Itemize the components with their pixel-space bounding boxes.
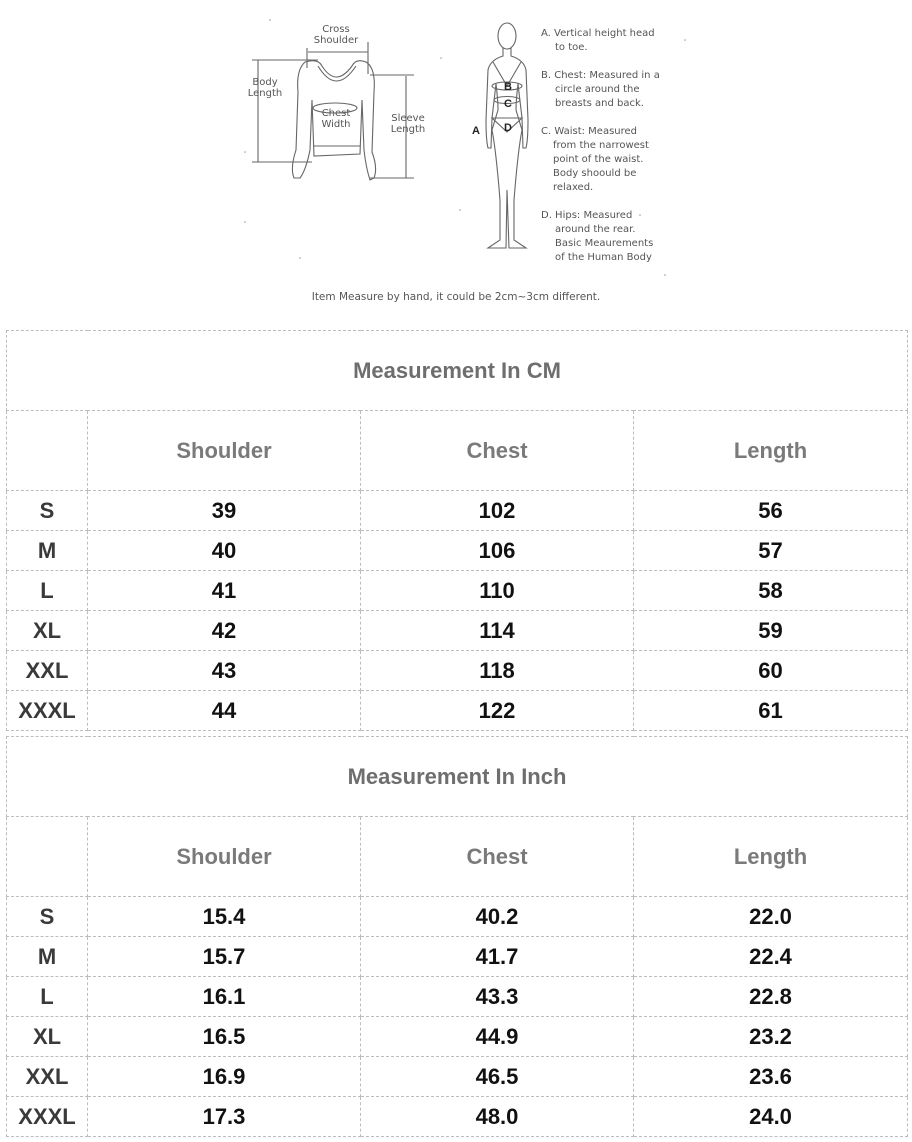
measurement-disclaimer: Item Measure by hand, it could be 2cm~3cm different. (311, 291, 601, 303)
body-letter-a: A (472, 125, 480, 137)
body-letter-c: C (504, 98, 512, 110)
table-title: Measurement In Inch (7, 737, 908, 817)
shoulder-value: 41 (88, 571, 361, 611)
sleeve-length-label: Sleeve Length (390, 113, 426, 135)
body-length-label: Body Length (247, 77, 283, 99)
garment-and-body-illustration-icon (0, 0, 912, 325)
length-value: 22.0 (634, 897, 908, 937)
header-row (7, 817, 908, 897)
size-label: XXXL (7, 1097, 88, 1137)
table-row (7, 1097, 908, 1137)
cross-shoulder-label: Cross Shoulder (313, 24, 359, 46)
shoulder-value: 16.5 (88, 1017, 361, 1057)
chest-value: 106 (361, 531, 634, 571)
table-row (7, 691, 908, 731)
chest-value: 102 (361, 491, 634, 531)
shoulder-value: 15.4 (88, 897, 361, 937)
measurement-diagram (0, 0, 912, 325)
size-label: S (7, 491, 88, 531)
table-row (7, 897, 908, 937)
chest-value: 118 (361, 651, 634, 691)
size-label: XL (7, 1017, 88, 1057)
header-row (7, 411, 908, 491)
shoulder-value: 17.3 (88, 1097, 361, 1137)
header-length: Length (634, 411, 908, 491)
length-value: 23.2 (634, 1017, 908, 1057)
header-shoulder: Shoulder (88, 411, 361, 491)
table-row (7, 1057, 908, 1097)
shoulder-value: 42 (88, 611, 361, 651)
size-table-cm (6, 330, 908, 731)
size-label: L (7, 571, 88, 611)
length-value: 58 (634, 571, 908, 611)
table-row (7, 531, 908, 571)
size-label: XXL (7, 1057, 88, 1097)
length-value: 60 (634, 651, 908, 691)
header-size (7, 411, 88, 491)
note-c: C. Waist: Measured from the narrowest point of the waist. Body shoould be relaxed. (541, 126, 649, 193)
header-shoulder: Shoulder (88, 817, 361, 897)
chest-value: 44.9 (361, 1017, 634, 1057)
length-value: 22.4 (634, 937, 908, 977)
body-letter-d: D (504, 122, 512, 134)
table-row (7, 611, 908, 651)
chest-value: 114 (361, 611, 634, 651)
header-size (7, 817, 88, 897)
shoulder-value: 40 (88, 531, 361, 571)
shoulder-value: 15.7 (88, 937, 361, 977)
size-label: L (7, 977, 88, 1017)
size-table-inch (6, 736, 908, 1137)
length-value: 22.8 (634, 977, 908, 1017)
length-value: 57 (634, 531, 908, 571)
table-row (7, 571, 908, 611)
chest-value: 122 (361, 691, 634, 731)
chest-value: 43.3 (361, 977, 634, 1017)
note-d: D. Hips: Measured around the rear. Basic Meaurements of the Human Body (541, 210, 654, 263)
size-label: S (7, 897, 88, 937)
shoulder-value: 16.1 (88, 977, 361, 1017)
chest-width-label: Chest Width (321, 108, 351, 130)
note-b: B. Chest: Measured in a circle around the breasts and back. (541, 70, 660, 109)
body-letter-b: B (504, 81, 512, 93)
shoulder-value: 16.9 (88, 1057, 361, 1097)
size-label: XL (7, 611, 88, 651)
chest-value: 46.5 (361, 1057, 634, 1097)
size-label: M (7, 937, 88, 977)
size-label: M (7, 531, 88, 571)
shoulder-value: 39 (88, 491, 361, 531)
header-chest: Chest (361, 411, 634, 491)
shoulder-value: 44 (88, 691, 361, 731)
table-row (7, 651, 908, 691)
length-value: 24.0 (634, 1097, 908, 1137)
table-title: Measurement In CM (7, 331, 908, 411)
length-value: 61 (634, 691, 908, 731)
header-chest: Chest (361, 817, 634, 897)
note-a: A. Vertical height head to toe. (541, 28, 655, 53)
chest-value: 110 (361, 571, 634, 611)
length-value: 56 (634, 491, 908, 531)
table-row (7, 1017, 908, 1057)
chest-value: 41.7 (361, 937, 634, 977)
length-value: 59 (634, 611, 908, 651)
size-label: XXL (7, 651, 88, 691)
chest-value: 40.2 (361, 897, 634, 937)
chest-value: 48.0 (361, 1097, 634, 1137)
shoulder-value: 43 (88, 651, 361, 691)
size-label: XXXL (7, 691, 88, 731)
length-value: 23.6 (634, 1057, 908, 1097)
header-length: Length (634, 817, 908, 897)
table-row (7, 977, 908, 1017)
table-row (7, 937, 908, 977)
table-row (7, 491, 908, 531)
